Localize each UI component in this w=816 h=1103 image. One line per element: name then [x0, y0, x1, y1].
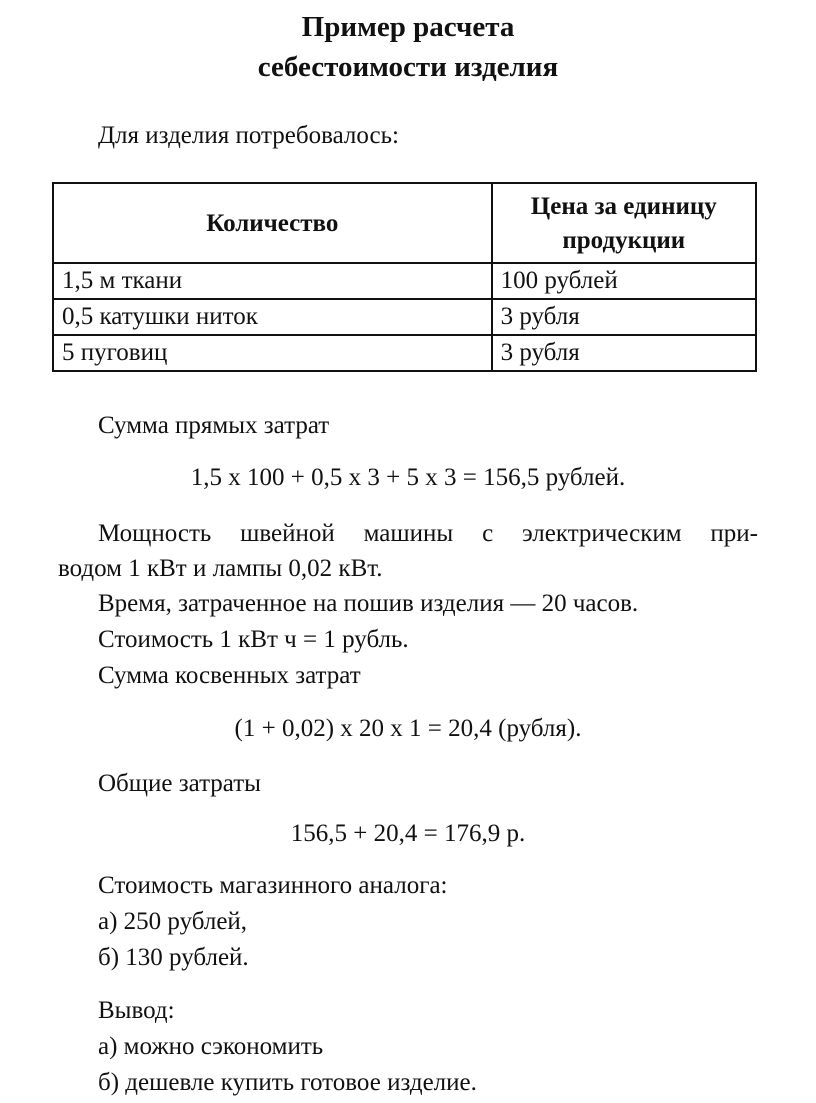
materials-table	[52, 182, 757, 372]
header-unit-price: Цена за единицу продукции	[492, 183, 756, 263]
cell-price: 3 рубля	[492, 299, 756, 335]
conclusion-b: б) дешевле купить готовое изделие.	[98, 1069, 477, 1096]
cell-quantity: 1,5 м ткани	[53, 263, 492, 299]
analog-option-a: а) 250 рублей,	[98, 908, 248, 935]
cell-quantity: 5 пуговиц	[53, 335, 492, 371]
direct-costs-label: Сумма прямых затрат	[98, 412, 330, 439]
header-quantity: Количество	[53, 183, 492, 263]
power-line-1: Мощность швейной машины с электрическим при-	[98, 520, 758, 547]
intro-text: Для изделия потребовалось:	[98, 122, 399, 149]
table-row	[53, 299, 756, 335]
total-costs-formula: 156,5 + 20,4 = 176,9 р.	[290, 820, 526, 847]
cell-quantity: 0,5 катушки ниток	[53, 299, 492, 335]
total-costs-label: Общие затраты	[98, 770, 261, 797]
analog-label: Стоимость магазинного аналога:	[98, 872, 448, 899]
cost-kwh-line: Стоимость 1 кВт ч = 1 рубль.	[98, 626, 409, 653]
power-line-2: водом 1 кВт и лампы 0,02 кВт.	[58, 555, 383, 582]
cell-price: 100 рублей	[492, 263, 756, 299]
table-row	[53, 335, 756, 371]
conclusion-label: Вывод:	[98, 997, 175, 1024]
page-title-line-1: Пример расчета	[301, 11, 515, 43]
cell-price: 3 рубля	[492, 335, 756, 371]
table-header-row	[53, 183, 756, 263]
table-row	[53, 263, 756, 299]
indirect-costs-label: Сумма косвенных затрат	[98, 662, 361, 689]
direct-costs-formula: 1,5 х 100 + 0,5 х 3 + 5 х 3 = 156,5 рублей.	[190, 464, 626, 491]
conclusion-a: а) можно сэкономить	[98, 1033, 324, 1060]
analog-option-b: б) 130 рублей.	[98, 944, 249, 971]
time-line: Время, затраченное на пошив изделия — 20 часов.	[98, 590, 639, 617]
page-title-line-2: себестоимости изделия	[257, 51, 559, 83]
indirect-costs-formula: (1 + 0,02) х 20 х 1 = 20,4 (рубля).	[234, 715, 582, 742]
